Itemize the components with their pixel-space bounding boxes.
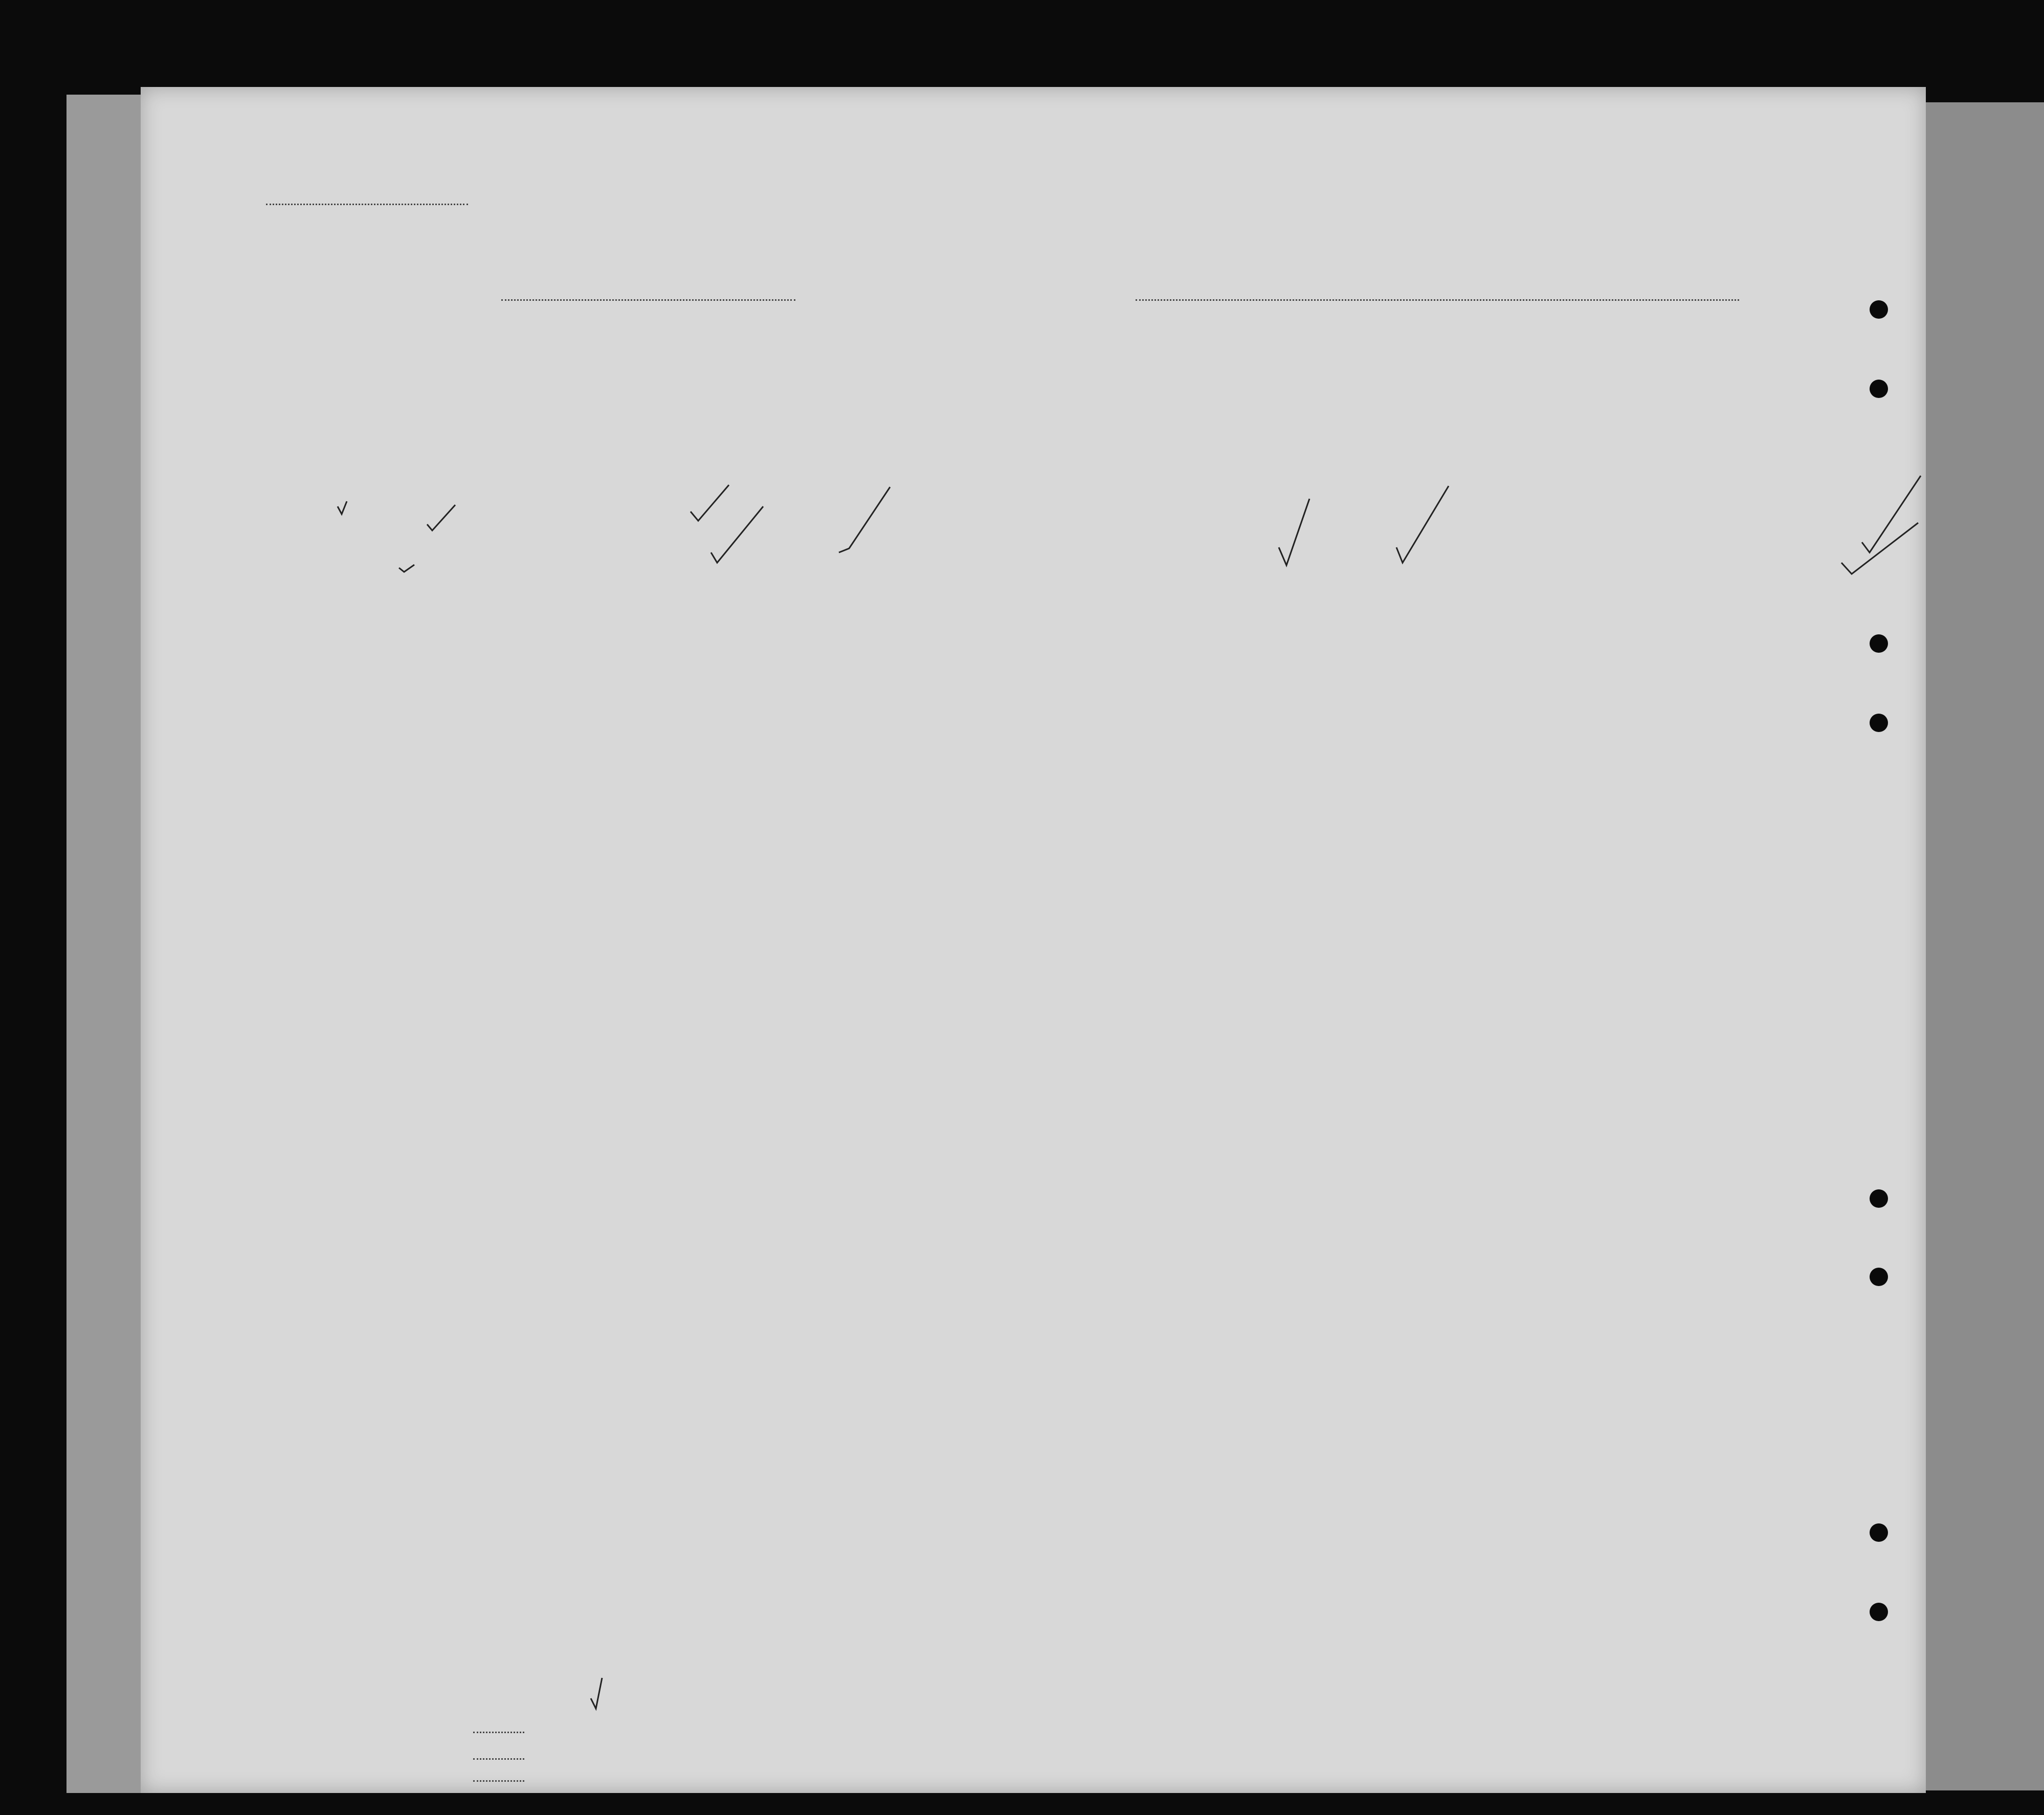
aliens-dots [473, 1780, 524, 1782]
check-mark-icon [711, 506, 763, 563]
binder-hole [1870, 380, 1888, 398]
binder-hole [1870, 634, 1888, 653]
check-mark-icon [691, 485, 729, 521]
check-mark-icon [591, 1678, 602, 1709]
total-dots [473, 1732, 524, 1733]
binder-hole [1870, 1603, 1888, 1621]
binder-hole [1870, 1189, 1888, 1208]
binder-hole [1870, 1268, 1888, 1286]
check-mark-icon [427, 505, 455, 530]
check-mark-icon [839, 487, 890, 552]
binder-hole [1870, 300, 1888, 319]
check-mark-icon [399, 565, 414, 572]
check-mark-icon [1279, 499, 1309, 565]
binder-hole [1870, 714, 1888, 732]
citizen-dots [473, 1758, 524, 1760]
check-mark-icon [338, 501, 347, 514]
binder-hole [1870, 1523, 1888, 1542]
check-mark-icon [1841, 523, 1918, 574]
check-mark-icon [1396, 486, 1449, 563]
check-mark-icon [1862, 476, 1921, 552]
